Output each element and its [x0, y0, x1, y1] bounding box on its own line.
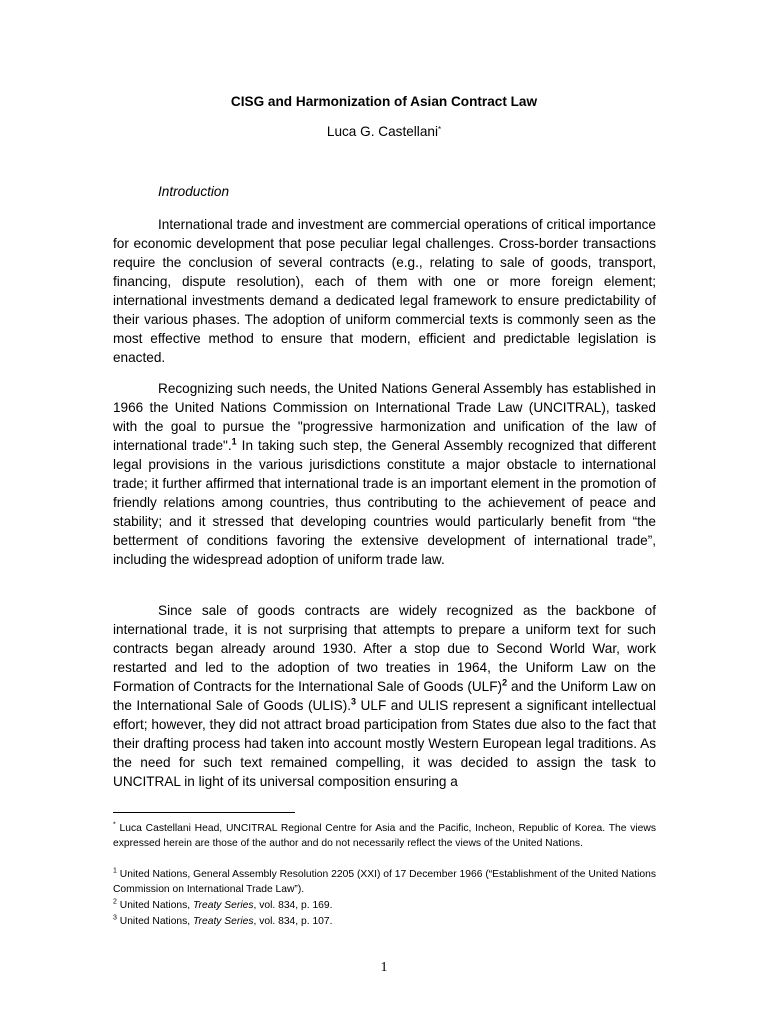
footnote-mark: 1 [113, 867, 117, 875]
footnote-text: United Nations, [116, 900, 194, 911]
document-title: CISG and Harmonization of Asian Contract Law [230, 94, 538, 109]
footnote-text: Luca Castellani Head, UNCITRAL Regional Centre for Asia and the Pacific, Incheon, Republic of Korea. The views expressed herein are those of the author and do not necessarily reflect the views of the United Nations. [113, 823, 656, 849]
footnote-author [113, 821, 656, 851]
footnote-text: United Nations, General Assembly Resolution 2205 (XXI) of 17 December 1966 (“Establishment of the United Nations Commission on International Trade Law”). [113, 869, 656, 895]
paragraph-1 [113, 215, 656, 367]
footnote-mark: 2 [113, 898, 117, 906]
footnote-mark: * [113, 821, 116, 829]
footnote-italic-text: Treaty Series [193, 900, 254, 911]
footnote-text: , vol. 834, p. 169. [253, 900, 333, 911]
footnote-3 [113, 914, 656, 929]
author-line [0, 123, 768, 141]
author-footnote-mark: * [437, 125, 442, 134]
footnote-italic-text: Treaty Series [193, 916, 254, 927]
paragraph-text: International trade and investment are commercial operations of critical importance for economic development that pose peculiar legal challenges. Cross-border transactions require the conclusion of several contracts (e.g., relating to sale of goods, transport, financing, dispute resolution), each of them with one or more foreign element; international investments demand a dedicated legal framework to ensure predictability of their various phases. The adoption of uniform commercial texts is commonly seen as the most effective method to ensure that modern, efficient and predictable legislation is enacted. [113, 217, 656, 365]
section-heading: Introduction [158, 184, 230, 199]
footnote-ref: 3 [351, 696, 357, 707]
paragraph-text: ULF and ULIS represent a significant intellectual effort; however, they did not attract broad participation from States due also to the fact that their drafting process had taken into account mostly Western European legal traditions. As the need for such text remained compelling, it was decided to assign the task to UNCITRAL in light of its universal composition ensuring a [113, 698, 656, 789]
author-name: Luca G. Castellani [326, 124, 438, 139]
footnote-separator [113, 812, 295, 813]
footnote-ref: 1 [231, 436, 237, 447]
paragraph-text: and the Uniform Law on the International Sale of Goods (ULIS). [113, 679, 656, 713]
footnote-ref: 2 [502, 677, 508, 688]
footnote-1 [113, 867, 656, 897]
page-number: 1 [380, 960, 388, 975]
paragraph-text: In taking such step, the General Assembly recognized that different legal provisions in the various jurisdictions constitute a major obstacle to international trade; it further affirmed that international trade is an important element in the promotion of friendly relations among countries, thus contributing to the achievement of peace and stability; and it stressed that developing countries would particularly benefit from “the betterment of conditions favoring the extensive development of international trade”, including the widespread adoption of uniform trade law. [113, 438, 656, 567]
footnote-text: United Nations, [116, 916, 194, 927]
footnote-mark: 3 [113, 914, 117, 922]
footnote-text: , vol. 834, p. 107. [253, 916, 333, 927]
paragraph-text: Recognizing such needs, the United Nations General Assembly has established in 1966 the United Nations Commission on International Trade Law (UNCITRAL), tasked with the goal to pursue the "progressive harmonization and unification of the law of international trade". [113, 381, 656, 453]
paragraph-2 [113, 379, 656, 569]
footnote-2 [113, 898, 656, 913]
paragraph-3 [113, 601, 656, 791]
paragraph-text: Since sale of goods contracts are widely recognized as the backbone of international trade, it is not surprising that attempts to prepare a uniform text for such contracts began already around 1930. After a stop due to Second World War, work restarted and led to the adoption of two treaties in 1964, the Uniform Law on the Formation of Contracts for the International Sale of Goods (ULF) [113, 603, 656, 694]
